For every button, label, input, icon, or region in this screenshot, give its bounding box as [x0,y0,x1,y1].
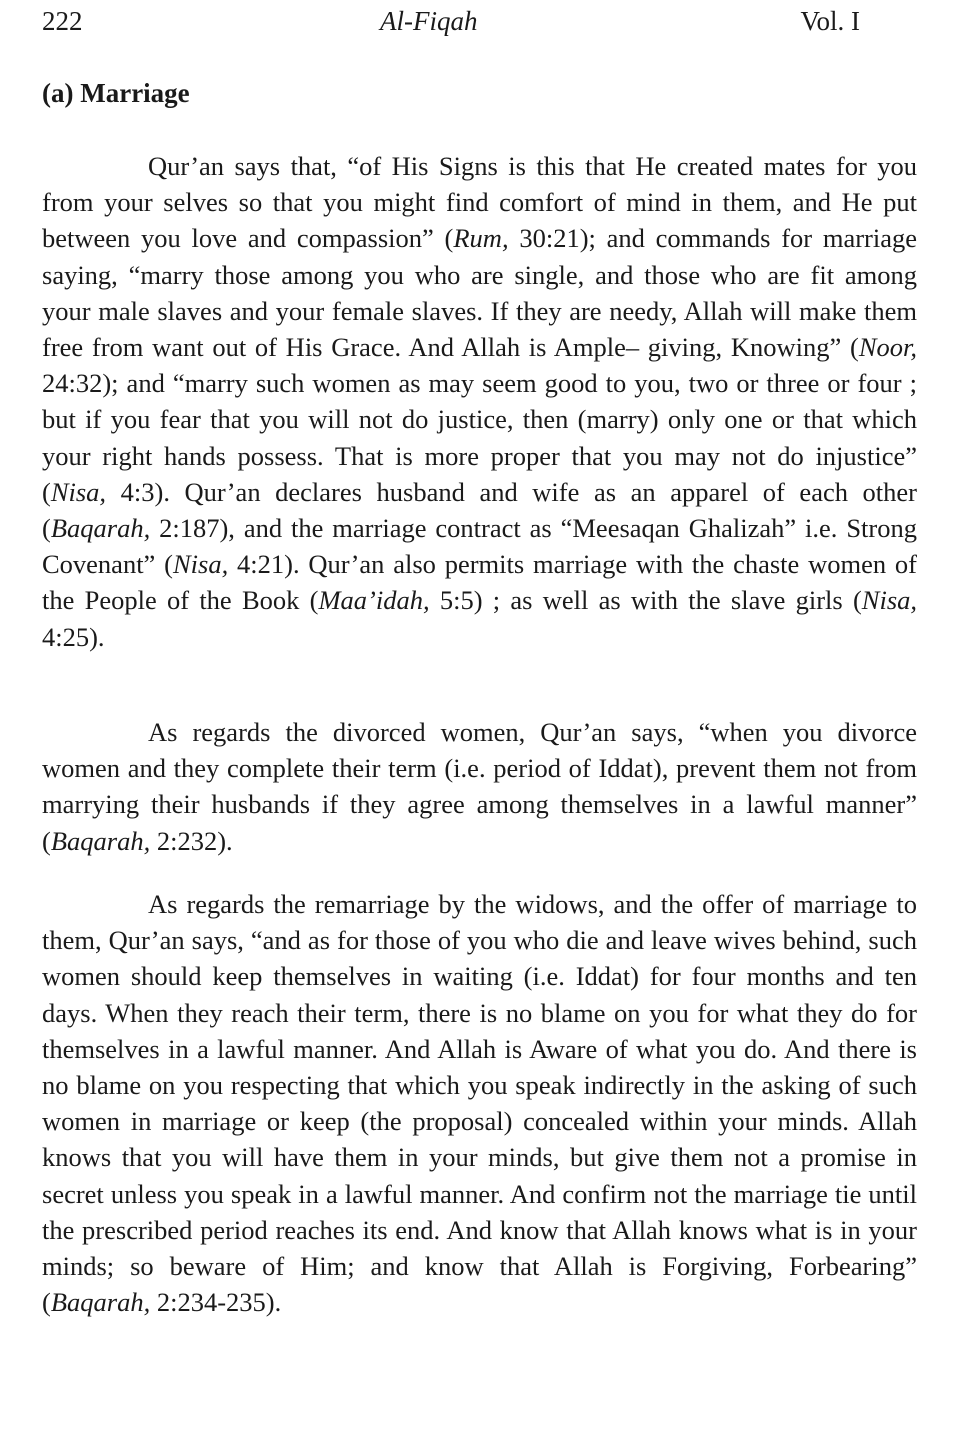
citation: Noor, [858,332,917,363]
page-number: 222 [42,6,83,36]
text-run: As regards the divorced women, Qur’an says, “when you divorce women and they complete their term (i.e. period of Iddat), prevent them not from marrying their husbands if they agree among themselves in a lawful manner” ( [42,717,917,856]
citation: Rum, [453,223,509,254]
section-heading: (a) Marriage [42,78,190,108]
text-run: 30:21); and commands for marriage saying, “marry those among you who are single, and those who are fit among your male slaves and your female slaves. If they are needy, Allah will make them free from want out of His Grace. And Allah is Ample– giving, Knowing” ( [42,223,917,363]
text-run: 2:232). [150,825,233,856]
paragraph-3 [42,886,917,1320]
citation: Nisa, [861,585,918,616]
text-run: 2:234-235). [150,1287,282,1318]
paragraph-2 [42,714,917,859]
citation: Nisa, [172,549,229,580]
text-run: As regards the remarriage by the widows, and the offer of marriage to them, Qur’an says, “and as for those of you who die and leave wives behind, such women should keep themselves in waiting (i.e. Iddat) for four months and ten days. When they reach their term, there is no blame on you for what they do for themselves in a lawful manner. And Allah is Aware of what you do. And there is no blame on you respecting that which you speak indirectly in the asking of such women in marriage or keep (the proposal) concealed within your minds. Allah knows that you will have them in your minds, but give them not a promise in secret unless you speak in a lawful manner. And confirm not the marriage tie until the prescribed period reaches its end. And know that Allah knows what is in your minds; so beware of Him; and know that Allah is Forgiving, Forbearing” ( [42,889,917,1318]
text-run: 4:25). [42,621,105,652]
book-title: Al-Fiqah [380,6,478,36]
text-run: 4:3). Qur’an declares husband and wife as an apparel of each other ( [42,476,917,544]
text-run: 4:21). Qur’an also permits marriage with the chaste women of the People of the Book ( [42,549,917,616]
text-run: 5:5) ; as well as with the slave girls ( [429,585,862,616]
running-header [42,4,860,38]
text-run: Qur’an says that, “of His Signs is this that He created mates for you from your selves so that you might find comfort of mind in them, and He put between you love and compassion” ( [42,151,917,254]
text-run: 24:32); and “marry such women as may seem good to you, two or three or four ; but if you fear that you will not do justice, then (marry) only one or that which your right hands possess. That is more proper that you may not do injustice” ( [42,368,917,507]
volume-label: Vol. I [800,6,860,36]
citation: Baqarah, [50,1287,151,1318]
text-run: 2:187), and the marriage contract as “Meesaqan Ghalizah” i.e. Strong Covenant” ( [42,513,917,580]
citation: Baqarah, [50,825,151,856]
paragraph-1 [42,148,917,655]
citation: Baqarah, [50,513,151,544]
citation: Maa’idah, [318,585,430,616]
citation: Nisa, [50,476,107,507]
